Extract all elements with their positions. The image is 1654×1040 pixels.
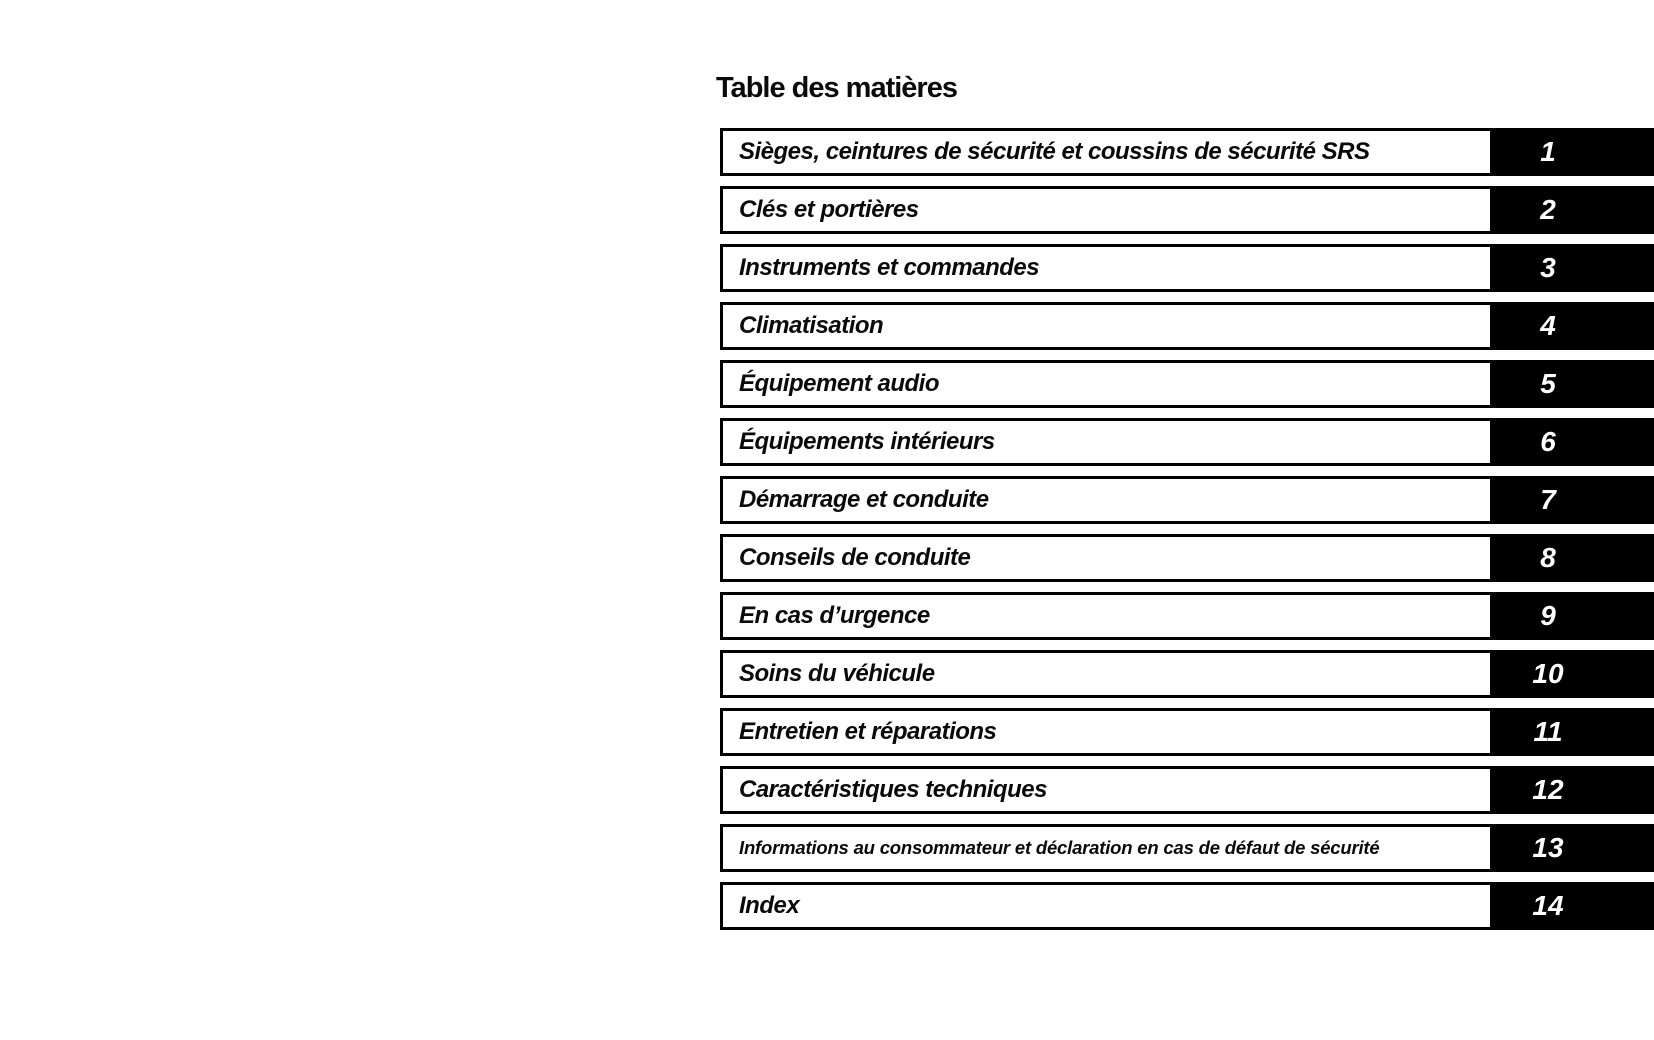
toc-row-label: Instruments et commandes [720,244,1493,292]
toc-row [720,244,1654,292]
toc-row-number-tab [1493,824,1654,872]
toc-row-number-tab [1493,708,1654,756]
toc-row-label: Équipements intérieurs [720,418,1493,466]
toc-row [720,360,1654,408]
toc-row-number-tab [1493,360,1654,408]
toc-row-number-tab [1493,592,1654,640]
toc-row-number-tab [1493,128,1654,176]
toc-row-label: Soins du véhicule [720,650,1493,698]
toc-row-number: 2 [1540,194,1556,225]
toc-row-label: Sièges, ceintures de sécurité et coussins de sécurité SRS [720,128,1493,176]
toc-row-label: Équipement audio [720,360,1493,408]
toc-row [720,882,1654,930]
toc-row-label: Informations au consommateur et déclaration en cas de défaut de sécurité [720,824,1493,872]
toc-row-number-tab [1493,766,1654,814]
toc-row [720,534,1654,582]
toc-row-number: 4 [1540,310,1556,341]
toc-row-number-tab [1493,476,1654,524]
toc-row [720,592,1654,640]
toc-row-label: Démarrage et conduite [720,476,1493,524]
toc-row-number: 7 [1540,484,1556,515]
toc-row-number: 10 [1532,658,1564,689]
toc-row-label: En cas d’urgence [720,592,1493,640]
toc-row-number: 6 [1540,426,1556,457]
toc-row-number-tab [1493,244,1654,292]
toc-list [720,128,1654,940]
toc-row-number: 12 [1532,774,1564,805]
toc-row-number: 3 [1540,252,1556,283]
toc-row [720,302,1654,350]
toc-row [720,128,1654,176]
toc-row-number-tab [1493,650,1654,698]
toc-row-number-tab [1493,534,1654,582]
toc-row [720,476,1654,524]
toc-row-number: 8 [1540,542,1556,573]
toc-row-label: Climatisation [720,302,1493,350]
toc-row [720,186,1654,234]
toc-row-number: 11 [1533,716,1563,747]
toc-row [720,708,1654,756]
toc-row-label: Conseils de conduite [720,534,1493,582]
toc-row-number: 13 [1532,832,1564,863]
toc-row-label: Index [720,882,1493,930]
page-title: Table des matières [716,72,957,104]
toc-row [720,766,1654,814]
toc-row-number: 1 [1540,136,1556,167]
toc-row-number-tab [1493,418,1654,466]
toc-row [720,650,1654,698]
toc-row-label: Entretien et réparations [720,708,1493,756]
toc-row-number: 5 [1540,368,1556,399]
toc-row-number-tab [1493,302,1654,350]
toc-row-number-tab [1493,882,1654,930]
toc-row-number-tab [1493,186,1654,234]
toc-row [720,824,1654,872]
toc-row-label: Caractéristiques techniques [720,766,1493,814]
toc-row-number: 14 [1532,890,1564,921]
toc-row-label: Clés et portières [720,186,1493,234]
toc-row [720,418,1654,466]
toc-row-number: 9 [1540,600,1556,631]
